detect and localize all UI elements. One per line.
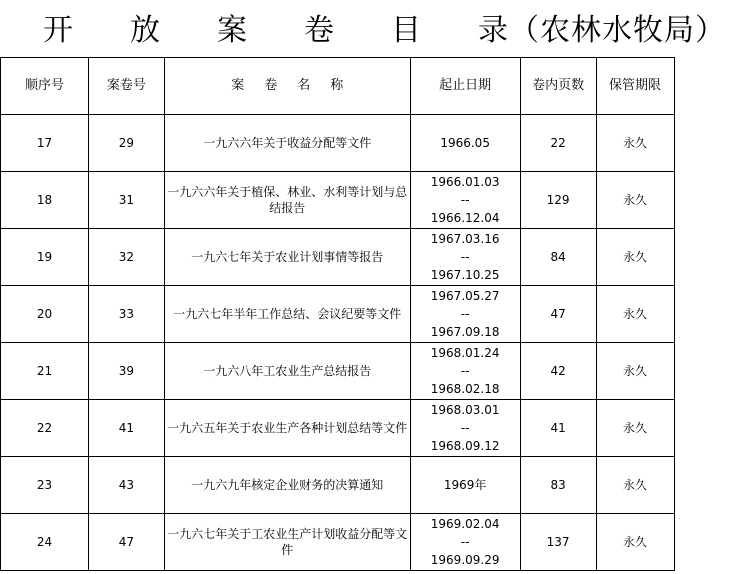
cell-name: 一九六九年核定企业财务的决算通知 [164, 457, 410, 514]
cell-name: 一九六八年工农业生产总结报告 [164, 343, 410, 400]
empty-cell [674, 343, 747, 400]
cell-file-no: 32 [88, 229, 164, 286]
column-header-name-char: 卷 [264, 78, 278, 93]
cell-date-end: 1968.02.18 [430, 382, 500, 396]
cell-date-end: 1968.09.12 [430, 439, 500, 453]
cell-date-end: 1969.09.29 [430, 553, 500, 567]
cell-date-end: 1967.09.18 [430, 325, 500, 339]
cell-file-no: 43 [88, 457, 164, 514]
cell-name: 一九六七年关于工农业生产计划收益分配等文件 [164, 514, 410, 571]
column-header-file-no: 案卷号 [88, 58, 164, 115]
cell-name: 一九六七年关于农业计划事情等报告 [164, 229, 410, 286]
cell-name: 一九六五年关于农业生产各种计划总结等文件 [164, 400, 410, 457]
cell-date-sep: -- [460, 193, 470, 207]
title-char: 卷 [304, 13, 335, 48]
cell-date-sep: -- [460, 421, 470, 435]
empty-cell [674, 286, 747, 343]
cell-date-sep: -- [460, 307, 470, 321]
cell-file-no: 31 [88, 172, 164, 229]
column-header-name [164, 58, 410, 115]
cell-seq: 18 [1, 172, 89, 229]
cell-file-no: 41 [88, 400, 164, 457]
cell-term: 永久 [596, 172, 674, 229]
table-row [1, 286, 747, 343]
empty-cell [674, 115, 747, 172]
cell-date-sep: -- [460, 364, 470, 378]
cell-pages: 83 [520, 457, 596, 514]
table-row [1, 115, 747, 172]
cell-term: 永久 [596, 229, 674, 286]
cell-seq: 22 [1, 400, 89, 457]
header-row [1, 58, 747, 115]
archive-table [0, 57, 747, 571]
cell-pages: 22 [520, 115, 596, 172]
cell-pages: 137 [520, 514, 596, 571]
title-char: 放 [130, 13, 161, 48]
cell-date-start: 1967.05.27 [430, 289, 500, 303]
cell-dates [410, 172, 520, 229]
table-row [1, 343, 747, 400]
cell-seq: 19 [1, 229, 89, 286]
cell-date-end: 1966.12.04 [430, 211, 500, 225]
cell-file-no: 29 [88, 115, 164, 172]
title-char: 案 [217, 13, 248, 48]
cell-dates [410, 115, 520, 172]
cell-term: 永久 [596, 400, 674, 457]
cell-pages: 129 [520, 172, 596, 229]
empty-cell [674, 229, 747, 286]
cell-date-start: 1966.05 [440, 136, 490, 150]
cell-term: 永久 [596, 286, 674, 343]
cell-seq: 23 [1, 457, 89, 514]
empty-cell [674, 457, 747, 514]
cell-name: 一九六七年半年工作总结、会议纪要等文件 [164, 286, 410, 343]
cell-date-start: 1968.01.24 [430, 346, 500, 360]
cell-date-start: 1968.03.01 [430, 403, 500, 417]
column-header-name-char: 名 [297, 78, 311, 93]
cell-term: 永久 [596, 514, 674, 571]
cell-date-sep: -- [460, 535, 470, 549]
empty-cell [674, 58, 747, 115]
empty-cell [674, 400, 747, 457]
cell-dates [410, 400, 520, 457]
cell-date-start: 1967.03.16 [430, 232, 500, 246]
cell-dates [410, 286, 520, 343]
cell-dates [410, 457, 520, 514]
cell-date-end: 1967.10.25 [430, 268, 500, 282]
cell-dates [410, 343, 520, 400]
cell-file-no: 39 [88, 343, 164, 400]
cell-dates [410, 514, 520, 571]
column-header-name-char: 称 [330, 78, 344, 93]
cell-seq: 17 [1, 115, 89, 172]
table-row [1, 457, 747, 514]
cell-file-no: 33 [88, 286, 164, 343]
cell-term: 永久 [596, 115, 674, 172]
column-header-seq: 顺序号 [1, 58, 89, 115]
empty-cell [674, 172, 747, 229]
cell-term: 永久 [596, 343, 674, 400]
cell-date-start: 1969年 [443, 478, 487, 492]
table-row [1, 514, 747, 571]
cell-pages: 84 [520, 229, 596, 286]
cell-seq: 20 [1, 286, 89, 343]
page-title [0, 0, 747, 62]
column-header-term: 保管期限 [596, 58, 674, 115]
cell-date-sep: -- [460, 250, 470, 264]
cell-date-start: 1966.01.03 [430, 175, 500, 189]
cell-pages: 47 [520, 286, 596, 343]
cell-term: 永久 [596, 457, 674, 514]
title-char: 录（农林水牧局） [478, 13, 726, 48]
title-char: 开 [43, 13, 74, 48]
cell-dates [410, 229, 520, 286]
table-row [1, 229, 747, 286]
table-row [1, 172, 747, 229]
title-char: 目 [391, 13, 422, 48]
column-header-name-char: 案 [231, 78, 245, 93]
empty-cell [674, 514, 747, 571]
cell-name: 一九六六年关于收益分配等文件 [164, 115, 410, 172]
cell-seq: 21 [1, 343, 89, 400]
cell-date-start: 1969.02.04 [430, 517, 500, 531]
column-header-pages: 卷内页数 [520, 58, 596, 115]
table-row [1, 400, 747, 457]
cell-name: 一九六六年关于植保、林业、水利等计划与总结报告 [164, 172, 410, 229]
cell-seq: 24 [1, 514, 89, 571]
cell-pages: 41 [520, 400, 596, 457]
cell-file-no: 47 [88, 514, 164, 571]
column-header-dates: 起止日期 [410, 58, 520, 115]
cell-pages: 42 [520, 343, 596, 400]
